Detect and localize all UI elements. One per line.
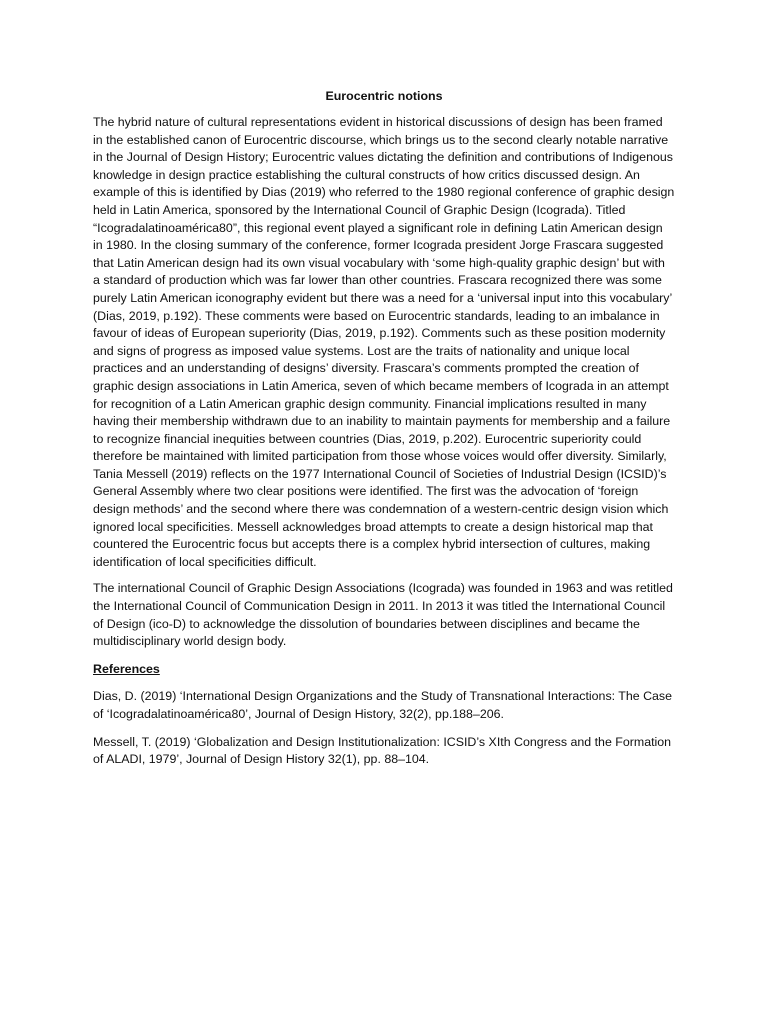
reference-item-1: Dias, D. (2019) ‘International Design Organizations and the Study of Transnational Interactions: The Case of ‘Icogradalatinoamérica80’, Journal of Design History, 32(2), pp.188–206. [93, 689, 673, 721]
document-page [93, 88, 675, 779]
reference-item-2: Messell, T. (2019) ‘Globalization and Design Institutionalization: ICSID’s XIth Congress and the Formation of ALADI, 1979’, Journal of Design History 32(1), pp. 88–104. [93, 734, 672, 767]
body-paragraph-2: The international Council of Graphic Design Associations (Icograda) was founded in 1963 and was retitled the International Council of Communication Design in 2011. In 2013 it was titled the International Council of Design (ico-D) to acknowledge the dissolution of boundaries between disciplines and became the multidisciplinary world design body. [93, 581, 673, 649]
references-heading: References [93, 661, 160, 676]
document-title: Eurocentric notions [325, 89, 443, 103]
body-paragraph-1: The hybrid nature of cultural representations evident in historical discussions of design has been framed in the established canon of Eurocentric discourse, which brings us to the second clearly notable narrative in the Journal of Design History; Eurocentric values dictating the definition and contributions of Indigenous knowledge in design practice establishing the cultural constructs of how critics discussed design. An example of this is identified by Dias (2019) who referred to the 1980 regional conference of graphic design held in Latin America, sponsored by the International Council of Graphic Design (Icograda). Titled “Icogradalatinoamérica80”, this regional event played a significant role in defining Latin American design in 1980. In the closing summary of the conference, former Icograda president Jorge Frascara suggested that Latin American design had its own visual vocabulary with ‘some high-quality graphic design’ but with a standard of production which was far lower than other countries. Frascara recognized there was some purely Latin American iconography evident but there was a need for a ‘universal input into this vocabulary’ (Dias, 2019, p.192). These comments were based on Eurocentric standards, leading to an imbalance in favour of ideas of European superiority (Dias, 2019, p.192). Comments such as these position modernity and signs of progress as imposed value systems. Lost are the traits of nationality and unique local practices and an understanding of designs’ diversity. Frascara’s comments prompted the creation of graphic design associations in Latin America, seven of which became members of Icograda in an attempt for recognition of a Latin American graphic design community. Financial implications resulted in many having their membership withdrawn due to an inability to maintain payments for membership and a failure to recognize financial inequities between countries (Dias, 2019, p.202). Eurocentric superiority could therefore be maintained with limited participation from those whose voices would offer diversity. Similarly, Tania Messell (2019) reflects on the 1977 International Council of Societies of Industrial Design (ICSID)’s General Assembly where two clear positions were identified. The first was the advocation of ‘foreign design methods’ and the second where there was condemnation of a western-centric design vision which ignored local specificities. Messell acknowledges broad attempts to create a design historical map that countered the Eurocentric focus but accepts there is a complex hybrid intersection of cultures, making identification of local specificities difficult. [93, 115, 675, 569]
